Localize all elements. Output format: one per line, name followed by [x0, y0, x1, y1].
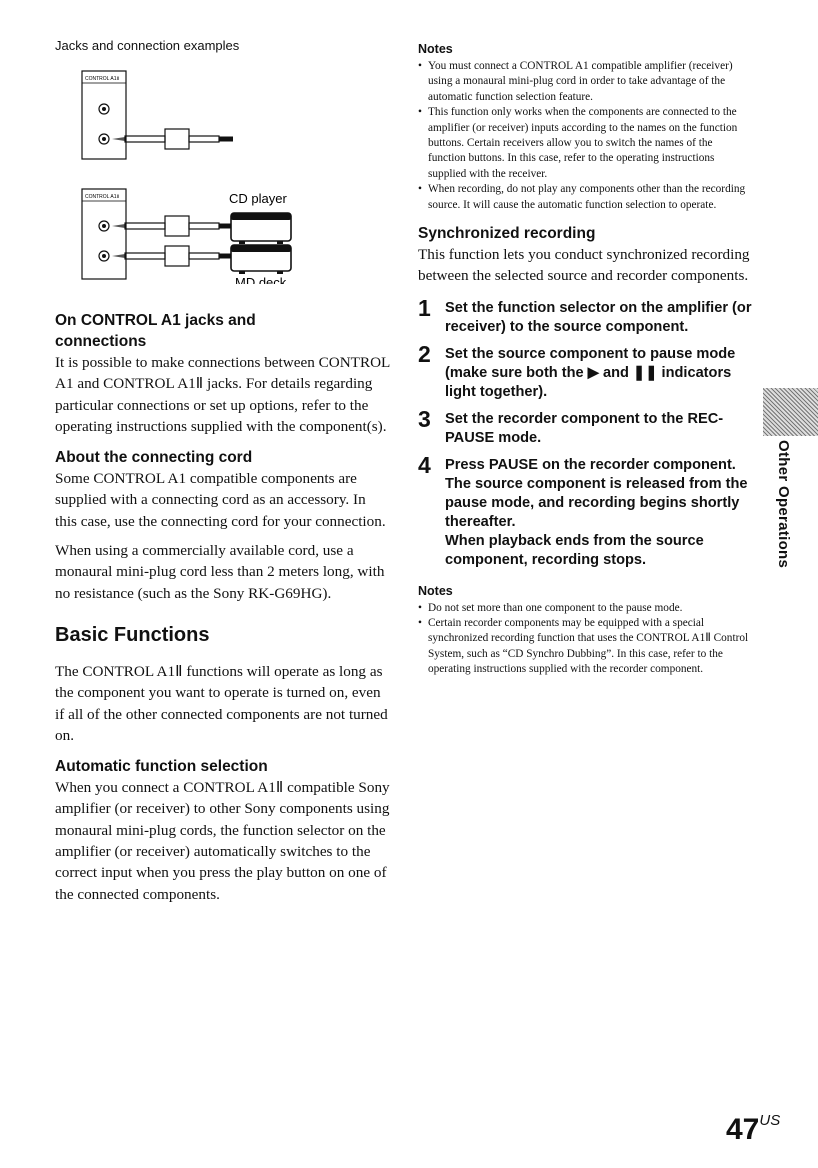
paragraph-cord-1: Some CONTROL A1 compatible components are supplied with a connecting cord as an accessory. In this case, use the connecting cord for your connection. [55, 470, 386, 530]
paragraph-basic: The CONTROL A1Ⅱ functions will operate as long as the component you want to operate is turned on, even if all of the other connected components are not turned on. [55, 662, 388, 744]
step-number: 2 [418, 340, 431, 367]
panel-1-label: CONTROL A1Ⅱ [85, 76, 119, 82]
diagram-caption: Jacks and connection examples [55, 38, 240, 53]
step-text: Set the source component to pause mode (make sure both the ▶ and ❚❚ indicators light together). [445, 345, 736, 400]
heading-control-a1-jacks-1: On CONTROL A1 jacks and [55, 312, 256, 329]
step-number: 1 [418, 294, 431, 321]
paragraph-jacks: It is possible to make connections between CONTROL A1 and CONTROL A1Ⅱ jacks. For details regarding particular connections or set up options, refer to the operating instructions supplied with the component(s). [55, 354, 390, 435]
step-text: Set the recorder component to the REC-PAUSE mode. [445, 410, 724, 446]
mini-plug-1 [125, 136, 165, 142]
note-item: • You must connect a CONTROL A1 compatible amplifier (receiver) using a monaural mini-plug cord in order to take advantage of the automatic function selection feature. [418, 59, 753, 105]
heading-connecting-cord: About the connecting cord [55, 449, 253, 467]
control-panel-2 [82, 189, 126, 279]
step-text: Set the function selector on the amplifier (or receiver) to the source component. [445, 299, 752, 335]
page-number-value: 47 [726, 1113, 760, 1146]
note-item: • Do not set more than one component to the pause mode. [418, 601, 753, 616]
right-column [418, 42, 753, 678]
cd-player-label: CD player [229, 191, 287, 206]
page-number [726, 1112, 780, 1147]
step-2 [418, 340, 753, 402]
control-panel-1 [82, 71, 126, 159]
md-deck-label: MD deck [235, 275, 287, 284]
note-item: • When recording, do not play any components other than the recording source. It will cause the automatic function selection to operate. [418, 182, 753, 213]
paragraph-sync: This function lets you conduct synchronized recording between the selected source and recorder components. [418, 246, 750, 285]
step-4 [418, 451, 753, 570]
heading-synchronized-recording: Synchronized recording [418, 225, 596, 243]
panel-2-label: CONTROL A1Ⅱ [85, 194, 119, 200]
step-text: Press PAUSE on the recorder component. [445, 456, 736, 473]
step-1 [418, 294, 753, 337]
md-deck-device [231, 245, 291, 274]
section-tab-marker [763, 388, 818, 436]
note-item: • Certain recorder components may be equipped with a special synchronized recording function that uses the CONTROL A1Ⅱ Control System, such as “CD Synchro Dubbing”. In this case, refer to the operating instructions supplied with the recorder component. [418, 616, 753, 678]
notes-title-1: Notes [418, 42, 453, 56]
step-number: 4 [418, 451, 431, 478]
cd-player-device [231, 213, 291, 244]
step-3 [418, 405, 753, 448]
step-number: 3 [418, 405, 431, 432]
heading-basic-functions: Basic Functions [55, 623, 210, 646]
page-region-suffix: US [759, 1112, 781, 1129]
notes-list-1 [418, 59, 753, 213]
step-result-2: When playback ends from the source component, recording stops. [445, 532, 704, 568]
connection-diagram-svg [55, 59, 355, 284]
notes-title-2: Notes [418, 583, 453, 598]
paragraph-cord-2: When using a commercially available cord, use a monaural mini-plug cord less than 2 meters long, with no resistance (such as the Sony RK-G69HG). [55, 542, 385, 602]
left-column [55, 38, 390, 905]
connection-diagram [55, 59, 355, 284]
mini-plug-md [125, 253, 165, 259]
heading-control-a1-jacks-2: connections [55, 333, 147, 350]
note-item: • This function only works when the components are connected to the amplifier (or receiver) inputs according to the names on the function buttons. Certain receivers allow you to switch the names of the function buttons. In this case, refer to the operating instructions supplied with the receiver. [418, 105, 753, 182]
mini-plug-cd [125, 223, 165, 229]
paragraph-automatic: When you connect a CONTROL A1Ⅱ compatible Sony amplifier (or receiver) to other Sony components using monaural mini-plug cords, the function selector on the amplifier (or receiver) automatically switches to the correct input when you press the play button on one of the connected components. [55, 779, 390, 903]
notes-list-2 [418, 601, 753, 678]
heading-automatic-selection: Automatic function selection [55, 758, 268, 776]
section-tab-label: Other Operations [775, 440, 792, 569]
step-result-1: The source component is released from the pause mode, and recording begins shortly thereafter. [445, 475, 748, 530]
